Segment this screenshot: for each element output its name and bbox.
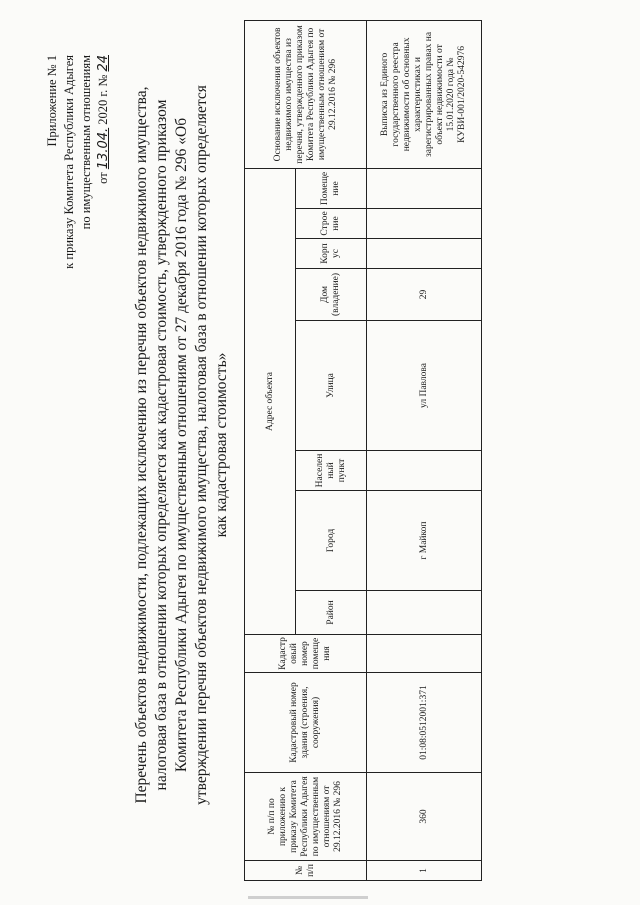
header-cadastral-room: Кадастровый номер помещения <box>245 635 367 673</box>
header-num-in-appendix: № п/п по приложению к приказу Комитета Республики Адыгея по имущественным отношениям от 29.12.2016 № 296 <box>245 773 367 861</box>
scan-edge-mark <box>248 896 368 899</box>
date-year: 2020 г. № <box>96 74 110 125</box>
header-street: Улица <box>296 321 367 451</box>
cell-building <box>367 209 482 239</box>
cell-num-in-appendix: 360 <box>367 773 482 861</box>
header-address-group: Адрес объекта <box>245 168 296 634</box>
header-settlement: Населенный пункт <box>296 451 367 491</box>
rotated-sheet <box>44 15 604 885</box>
cell-cadastral-building: 01:08:0512001:371 <box>367 673 482 773</box>
appendix-line-2: к приказу Комитета Республики Адыгея <box>62 55 76 269</box>
cell-settlement <box>367 451 482 491</box>
header-building: Строение <box>296 209 367 239</box>
header-korpus: Корпус <box>296 239 367 269</box>
cell-korpus <box>367 239 482 269</box>
appendix-date-line <box>95 55 112 355</box>
table-row <box>367 20 482 880</box>
cell-room <box>367 168 482 208</box>
header-room: Помещение <box>296 168 367 208</box>
header-cadastral-building: Кадастровый номер здания (строения, сооружения) <box>245 673 367 773</box>
header-house: Дом (владение) <box>296 269 367 321</box>
cell-city: г Майкоп <box>367 491 482 591</box>
cell-house: 29 <box>367 269 482 321</box>
objects-table <box>244 20 482 881</box>
cell-cadastral-room <box>367 635 482 673</box>
title-line-1: Перечень объектов недвижимости, подлежащих исключению из перечня объектов недвижимого имущества, <box>133 86 150 804</box>
date-handwritten: 13.04. <box>96 127 111 170</box>
appendix-line-1: Приложение № 1 <box>45 55 59 147</box>
appendix-header <box>44 55 112 355</box>
cell-num: 1 <box>367 861 482 881</box>
cell-basis: Выписка из Единого государственного реестра недвижимости об основных характеристиках и зарегистрированных правах на объект недвижимости от 15.01.2020 года № КУВИ-001/2020-542976 <box>367 20 482 168</box>
title-line-2: налоговая база в отношении которых определяется как кадастровая стоимость, утвержденного приказом <box>153 99 170 791</box>
header-num: № п/п <box>245 861 367 881</box>
document-title <box>132 65 232 825</box>
header-basis: Основание исключения объектов недвижимого имущества из перечня, утвержденного приказом Комитета Республики Адыгея по имущественным отношениям от 29.12.2016 № 296 <box>245 20 367 168</box>
table-header-row-1 <box>245 20 296 880</box>
order-number-handwritten: 24 <box>96 55 111 72</box>
date-prefix: от <box>96 172 110 184</box>
appendix-line-3: по имущественным отношениям <box>79 55 93 230</box>
header-city: Город <box>296 491 367 591</box>
header-district: Район <box>296 591 367 635</box>
title-line-5: как кадастровая стоимость» <box>213 352 230 538</box>
cell-street: ул Павлова <box>367 321 482 451</box>
title-line-4: утверждении перечня объектов недвижимого имущества, налоговая база в отношении которых определяется <box>193 85 210 805</box>
cell-district <box>367 591 482 635</box>
title-line-3: Комитета Республики Адыгея по имущественным отношениям от 27 декабря 2016 года № 296 «Об <box>173 117 190 773</box>
